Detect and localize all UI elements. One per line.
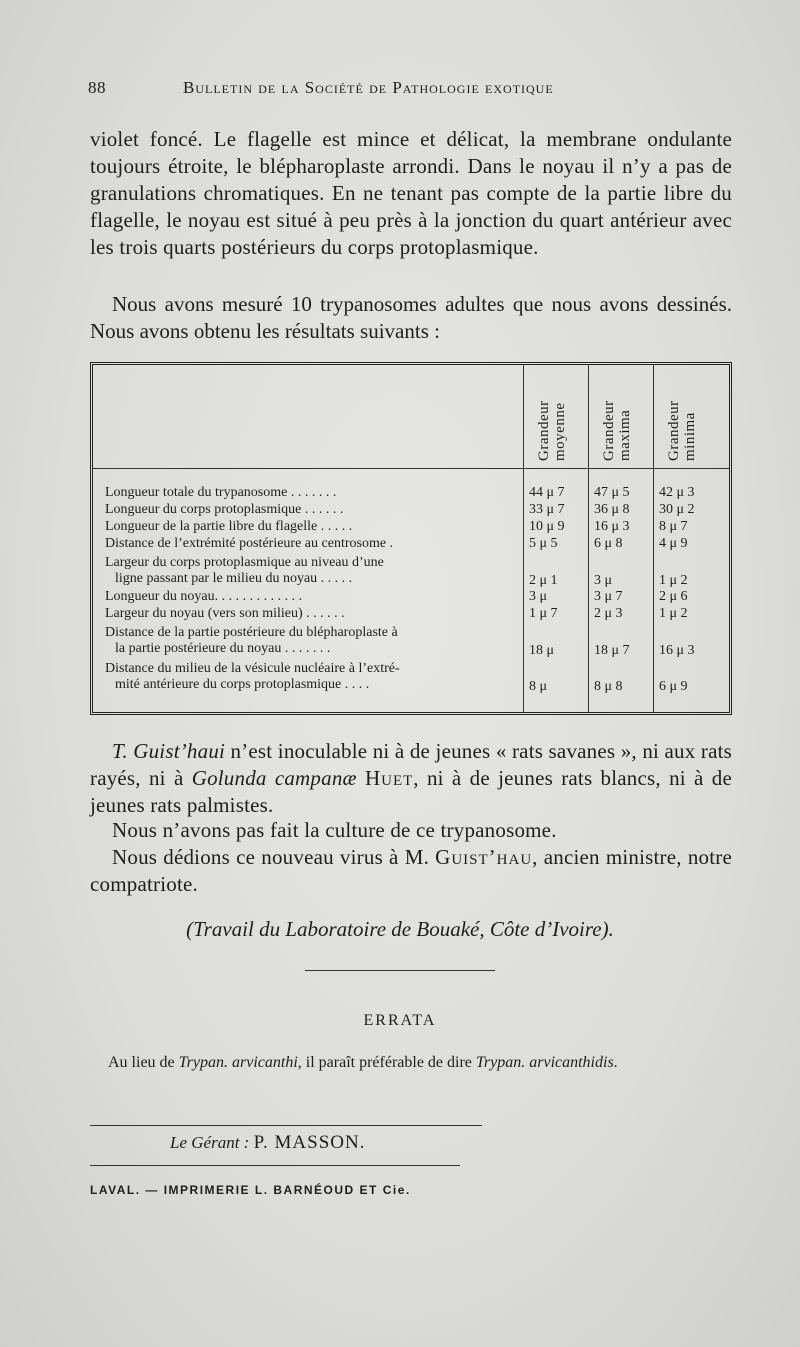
table-cell: 36 μ 8 bbox=[594, 502, 630, 517]
table-cell: 4 μ 9 bbox=[659, 536, 688, 551]
table-cell: 1 μ 2 bbox=[659, 573, 688, 588]
table-cell: 6 μ 9 bbox=[659, 679, 688, 694]
table-cell: 16 μ 3 bbox=[594, 519, 630, 534]
species-name: Trypan. arvicanthidis bbox=[475, 1054, 614, 1071]
table-row-label: Distance de l’extrémité postérieure au centrosome . bbox=[105, 536, 394, 551]
paragraph-inoculation bbox=[90, 738, 732, 819]
table-cell: 6 μ 8 bbox=[594, 536, 623, 551]
errata-text bbox=[90, 1052, 732, 1074]
table-cell: 2 μ 1 bbox=[529, 573, 558, 588]
gerant-name: P. MASSON. bbox=[253, 1132, 366, 1153]
column-header-minima: Grandeur minima bbox=[666, 400, 698, 461]
page-number: 88 bbox=[88, 78, 106, 97]
paragraph-measurements-intro: Nous avons mesuré 10 trypanosomes adultes que nous avons dessinés. Nous avons obtenu les résultats suivants : bbox=[90, 292, 732, 343]
paragraph-culture: Nous n’avons pas fait la culture de ce trypanosome. bbox=[112, 818, 557, 842]
table-cell: 8 μ 8 bbox=[594, 679, 623, 694]
table-cell: 2 μ 3 bbox=[594, 606, 623, 621]
table-cell: 1 μ 2 bbox=[659, 606, 688, 621]
text-run: Nous dédions ce nouveau virus à M. bbox=[112, 845, 436, 869]
table-cell: 5 μ 5 bbox=[529, 536, 558, 551]
errata-heading: ERRATA bbox=[363, 1012, 437, 1029]
author-name: Huet bbox=[364, 766, 414, 790]
table-row-label-continued: ligne passant par le milieu du noyau . . . . . bbox=[115, 571, 353, 586]
table-row-label: Longueur totale du trypanosome . . . . . . . bbox=[105, 485, 337, 500]
table-cell: 42 μ 3 bbox=[659, 485, 695, 500]
section-rule bbox=[305, 970, 495, 971]
table-row-label: Largeur du noyau (vers son milieu) . . . . . . bbox=[105, 606, 345, 621]
text-run: Au lieu de bbox=[108, 1054, 179, 1071]
table-header-rule bbox=[93, 468, 729, 469]
species-name: T. Guist’haui bbox=[112, 739, 226, 763]
printer-imprint: LAVAL. — IMPRIMERIE L. BARNÉOUD ET Cie. bbox=[90, 1183, 411, 1197]
table-cell: 47 μ 5 bbox=[594, 485, 630, 500]
text-run: , il paraît préférable de dire bbox=[297, 1054, 476, 1071]
table-cell: 18 μ bbox=[529, 643, 555, 658]
measurements-table bbox=[90, 362, 732, 715]
table-cell: 3 μ bbox=[594, 573, 613, 588]
column-header-maxima: Grandeur maxima bbox=[601, 400, 633, 461]
table-cell: 2 μ 6 bbox=[659, 589, 688, 604]
paragraph-dedication bbox=[90, 844, 732, 898]
table-row-label: Largeur du corps protoplasmique au niveau d’une bbox=[105, 555, 384, 570]
species-name: Trypan. arvicanthi bbox=[178, 1054, 298, 1071]
table-cell: 30 μ 2 bbox=[659, 502, 695, 517]
table-cell: 8 μ bbox=[529, 679, 548, 694]
gerant-label: Le Gérant : bbox=[170, 1133, 250, 1152]
paragraph-description: violet foncé. Le flagelle est mince et délicat, la membrane ondulante toujours étroite, le blépharoplaste arrondi. Dans le noyau il n’y a pas de granulations chromatiques. En ne tenant pas compte de la partie libre du flagelle, le noyau est situé à peu près à la jonction du quart antérieur avec les trois quarts postérieurs du corps protoplasmique. bbox=[90, 127, 732, 259]
table-row-label: Longueur du corps protoplasmique . . . . . . bbox=[105, 502, 344, 517]
table-cell: 18 μ 7 bbox=[594, 643, 630, 658]
table-cell: 8 μ 7 bbox=[659, 519, 688, 534]
table-cell: 16 μ 3 bbox=[659, 643, 695, 658]
table-cell: 1 μ 7 bbox=[529, 606, 558, 621]
table-cell: 33 μ 7 bbox=[529, 502, 565, 517]
table-cell: 10 μ 9 bbox=[529, 519, 565, 534]
journal-title: Bulletin de la Société de Pathologie exotique bbox=[183, 78, 554, 97]
table-row-label: Longueur du noyau. . . . . . . . . . . . . bbox=[105, 589, 303, 604]
section-rule bbox=[90, 1125, 482, 1126]
dedicatee-name: Guist’hau bbox=[435, 845, 533, 869]
gerant-line bbox=[170, 1132, 365, 1154]
species-name: Golunda campanæ bbox=[191, 766, 357, 790]
section-rule bbox=[90, 1165, 460, 1166]
table-row-label-continued: la partie postérieure du noyau . . . . . . . bbox=[115, 641, 331, 656]
table-row-label: Longueur de la partie libre du flagelle . . . . . bbox=[105, 519, 353, 534]
table-cell: 44 μ 7 bbox=[529, 485, 565, 500]
table-row-label-continued: mité antérieure du corps protoplasmique . . . . bbox=[115, 677, 370, 692]
text-run: n’est inoculable ni à de jeunes « rats savanes », ni aux rats rayés, ni à bbox=[90, 739, 732, 790]
text-run: , ancien ministre, notre compatriote. bbox=[90, 845, 732, 896]
text-run: , ni à de jeunes rats blancs, ni à de jeunes rats palmistes. bbox=[90, 766, 732, 817]
table-row-label: Distance de la partie postérieure du blépharoplaste à bbox=[105, 625, 398, 640]
text-run: . bbox=[613, 1054, 618, 1071]
column-header-moyenne: Grandeur moyenne bbox=[536, 400, 568, 461]
table-cell: 3 μ 7 bbox=[594, 589, 623, 604]
table-row-label: Distance du milieu de la vésicule nucléaire à l’extré- bbox=[105, 661, 400, 676]
table-cell: 3 μ bbox=[529, 589, 548, 604]
laboratory-credit: (Travail du Laboratoire de Bouaké, Côte d’Ivoire). bbox=[186, 917, 614, 941]
